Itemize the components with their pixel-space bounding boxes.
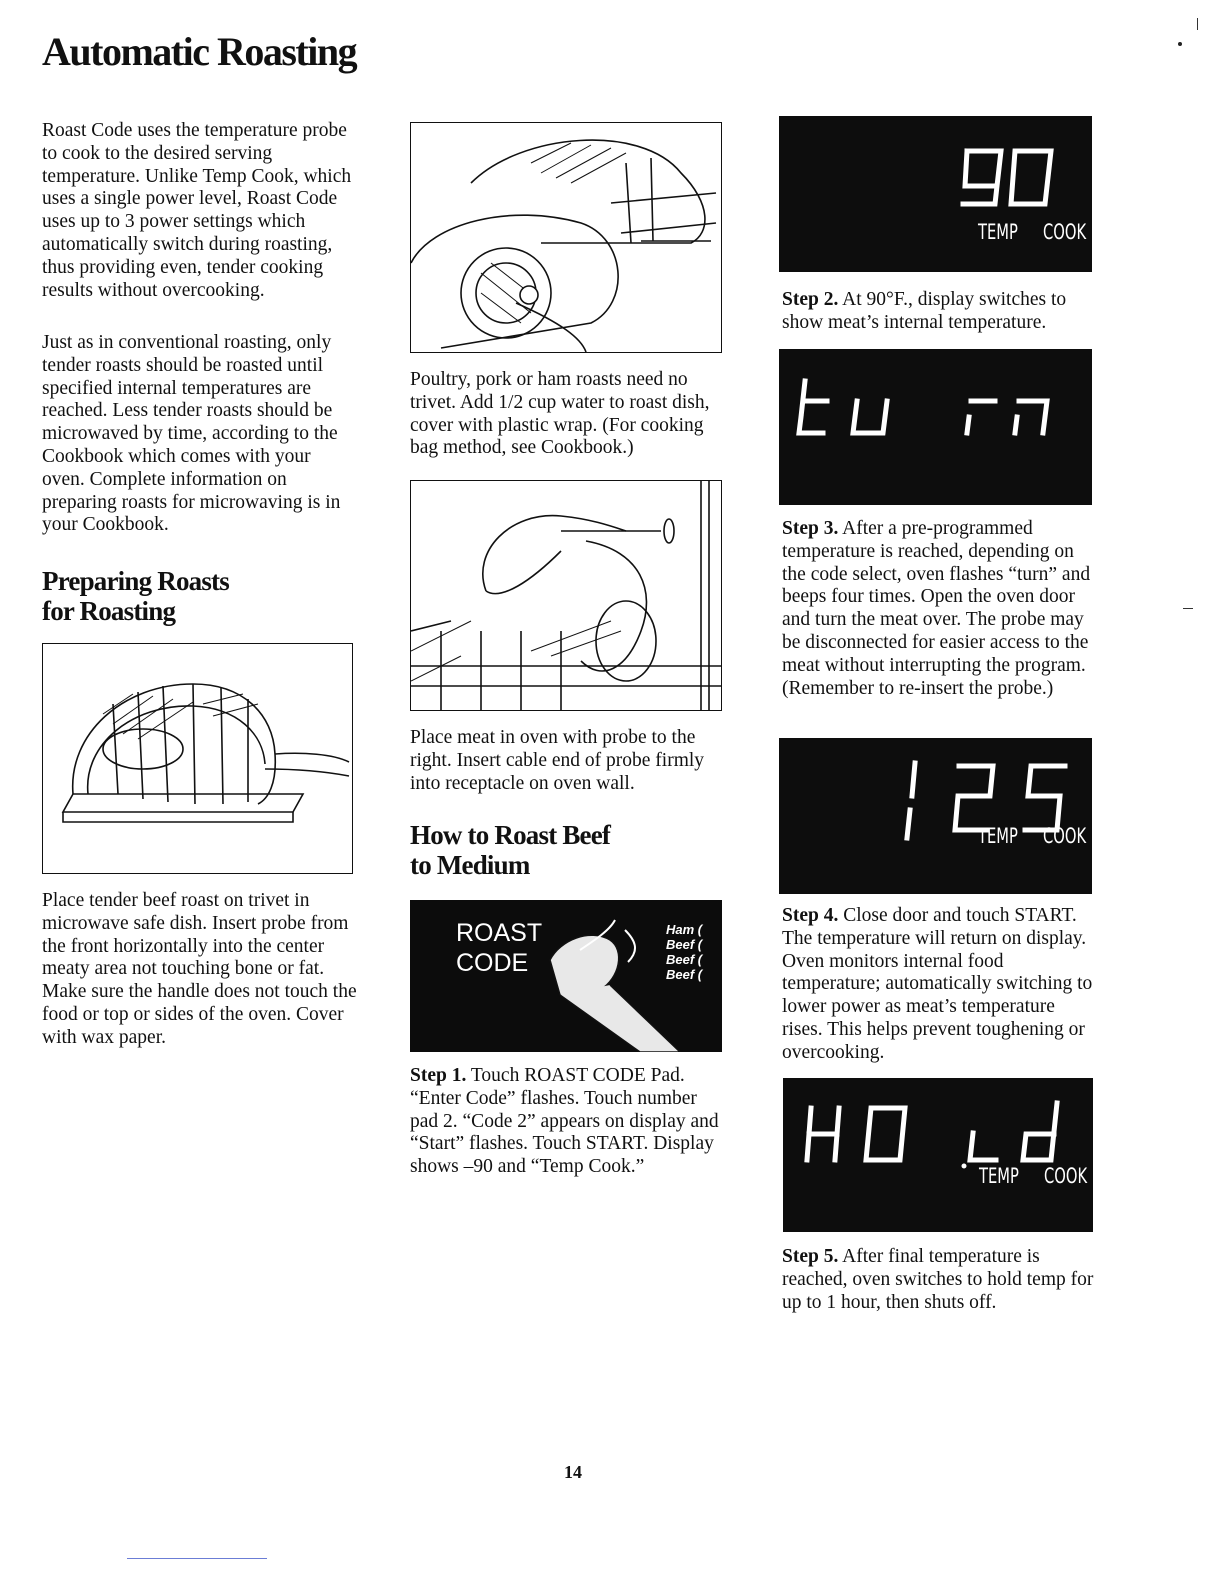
roast-trivet-drawing bbox=[43, 644, 352, 873]
lcd-label-cook: COOK bbox=[1043, 824, 1087, 848]
lcd-display-hold bbox=[783, 1078, 1093, 1232]
caption-probe: Place meat in oven with probe to the right. Insert cable end of probe firmly into receptacle on oven wall. bbox=[410, 727, 705, 794]
lcd-label-cook: COOK bbox=[1044, 1164, 1088, 1188]
margin-mark bbox=[1183, 608, 1193, 609]
section-heading-preparing: Preparing Roasts for Roasting bbox=[42, 566, 229, 626]
lcd-label-cook: COOK bbox=[1043, 220, 1087, 244]
poultry-roast-drawing bbox=[411, 123, 721, 352]
section-heading-how-to-roast: How to Roast Beef to Medium bbox=[410, 820, 611, 880]
step-4-text: Step 4. Close door and touch START. The temperature will return on display. Oven monitors internal food temperature; automatically switching to lower power as meat’s temperature rises. This helps prevent toughening or overcooking. bbox=[782, 905, 1093, 1063]
caption-poultry: Poultry, pork or ham roasts need no trivet. Add 1/2 cup water to roast dish, cover with plastic wrap. (For cooking bag method, see Cookbook.) bbox=[410, 369, 710, 459]
step-3-text: Step 3. After a pre-programmed temperature is reached, depending on the code select, oven flashes “turn” and beeps four times. Open the oven door and turn the meat over. The probe may be disconnected for easier access to the meat without interrupting the program. (Remember to re-insert the probe.) bbox=[782, 518, 1091, 699]
intro-paragraph-1: Roast Code uses the temperature probe to cook to the desired serving temperature. Unlike Temp Cook, which uses a single power level, Roast Code uses up to 3 power settings which automatically switch during roasting, thus providing even, tender cooking results without overcooking. bbox=[42, 120, 352, 301]
lcd-digits bbox=[779, 116, 1092, 272]
caption-place-roast: Place tender beef roast on trivet in microwave safe dish. Insert probe from the front horizontally into the center meaty area not touching bone or fat. Make sure the handle does not touch the food or top or sides of the oven. Cover with wax paper. bbox=[42, 890, 357, 1048]
footer-rule bbox=[127, 1558, 267, 1559]
illustration-poultry-roast bbox=[410, 122, 722, 353]
step-2-text: Step 2. At 90°F., display switches to show meat’s internal temperature. bbox=[782, 289, 1067, 333]
roast-code-menu: Ham ( Beef ( Beef ( Beef ( bbox=[666, 922, 703, 982]
lcd-digits bbox=[783, 1078, 1093, 1232]
intro-paragraph-2: Just as in conventional roasting, only tender roasts should be roasted until specified internal temperatures are reached. Less tender roasts should be microwaved by time, according to the Cookbook which comes with your oven. Complete information on preparing roasts for microwaving is in your Cookbook. bbox=[42, 332, 341, 536]
lcd-display-125 bbox=[779, 738, 1092, 894]
lcd-display-90 bbox=[779, 116, 1092, 272]
illustration-roast-on-trivet bbox=[42, 643, 353, 874]
roast-code-pad-illustration bbox=[410, 900, 722, 1052]
page-title: Automatic Roasting bbox=[42, 29, 357, 74]
lcd-digits bbox=[779, 349, 1092, 505]
lcd-label-temp: TEMP bbox=[978, 824, 1018, 848]
page-number: 14 bbox=[564, 1462, 582, 1482]
lcd-display-turn bbox=[779, 349, 1092, 505]
step-5-text: Step 5. After final temperature is reached, oven switches to hold temp for up to 1 hour, then shuts off. bbox=[782, 1246, 1094, 1313]
margin-mark bbox=[1178, 42, 1182, 46]
lcd-label-temp: TEMP bbox=[979, 1164, 1019, 1188]
roast-code-pad-label: ROAST CODE bbox=[456, 919, 543, 977]
step-1-text: Step 1. Touch ROAST CODE Pad. “Enter Code” flashes. Touch number pad 2. “Code 2” appears on display and “Start” flashes. Touch START. Display shows –90 and “Temp Cook.” bbox=[410, 1065, 719, 1178]
lcd-digits bbox=[779, 738, 1092, 894]
lcd-label-temp: TEMP bbox=[978, 220, 1018, 244]
probe-insert-drawing bbox=[411, 481, 721, 710]
illustration-probe-insert bbox=[410, 480, 722, 711]
margin-mark bbox=[1197, 18, 1198, 30]
